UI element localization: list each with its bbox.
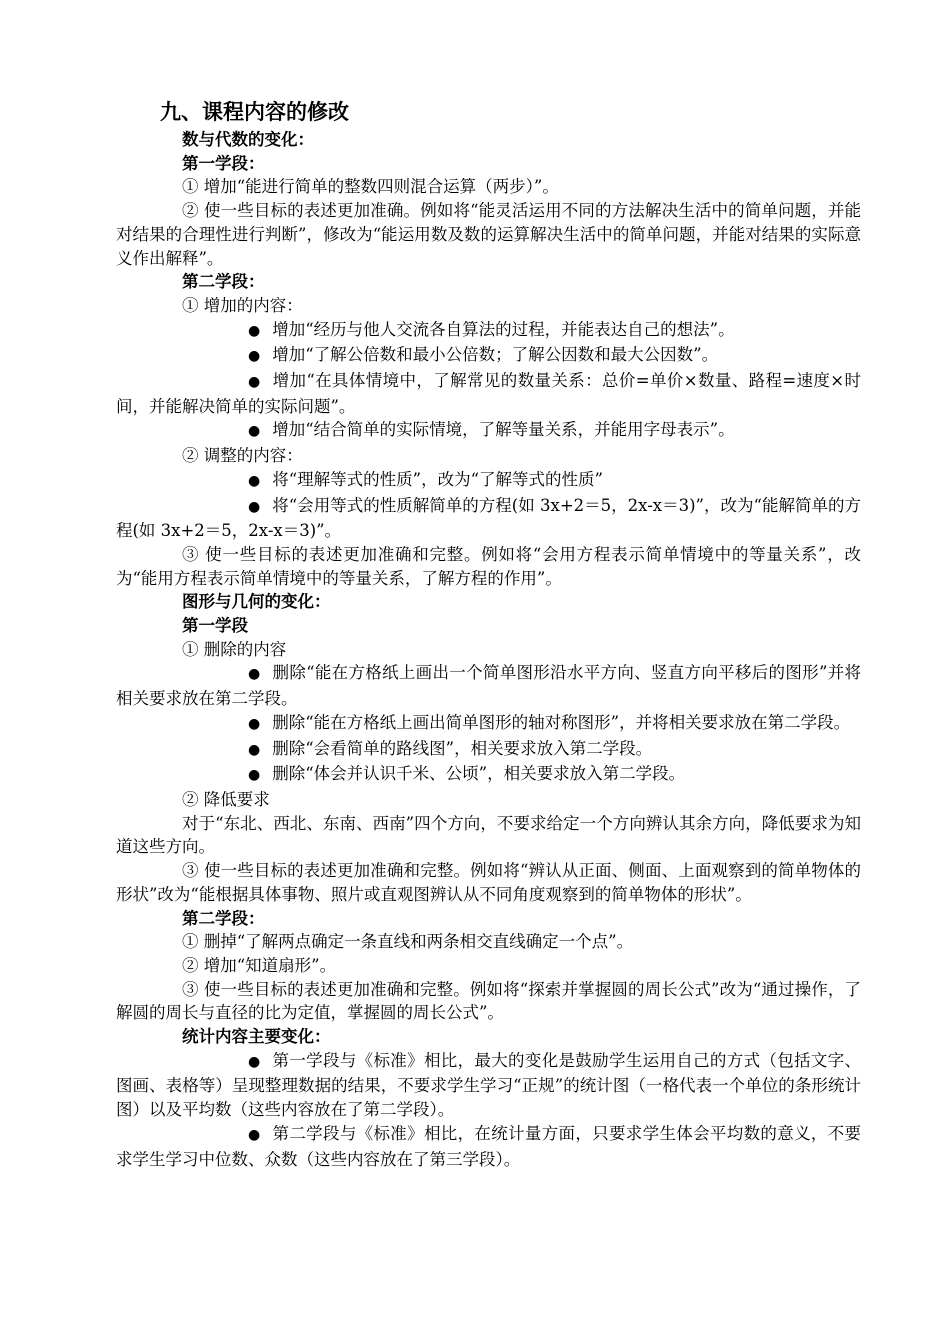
bullet-item: ● 删除“能在方格纸上画出简单图形的轴对称图形”，并将相关要求放在第二学段。: [116, 711, 861, 737]
paragraph: ② 增加“知道扇形”。: [182, 955, 337, 975]
bullet-icon: ●: [248, 1126, 261, 1143]
paragraph: ③ 使一些目标的表述更加准确和完整。例如将“辨认从正面、侧面、上面观察到的简单物体的形状”改为“能根据具体事物、照片或直观图辨认从不同角度观察到的简单物体的形状”。: [116, 861, 861, 904]
paragraph: ③ 使一些目标的表述更加准确和完整。例如将“会用方程表示简单情境中的等量关系”，改为“能用方程表示简单情境中的等量关系，了解方程的作用”。: [116, 544, 861, 588]
bullet-item: ● 增加“了解公倍数和最小公倍数；了解公因数和最大公因数”。: [116, 343, 861, 369]
geometry-stage1-title: 第一学段: [182, 616, 248, 636]
bullet-item: ● 第二学段与《标准》相比，在统计量方面，只要求学生体会平均数的意义，不要求学生学习中位数、众数（这些内容放在了第三学段）。: [116, 1123, 861, 1169]
bullet-item: ● 删除“体会并认识千米、公顷”，相关要求放入第二学段。: [116, 762, 861, 788]
bullet-item: ● 增加“结合简单的实际情境，了解等量关系，并能用字母表示”。: [116, 418, 861, 444]
paragraph: ① 删掉“了解两点确定一条直线和两条相交直线确定一个点”。: [182, 932, 634, 952]
bullet-item: ● 删除“能在方格纸上画出一个简单图形沿水平方向、竖直方向平移后的图形”并将相关要求放在第二学段。: [116, 663, 861, 709]
numbers-stage1-title: 第一学段：: [182, 153, 265, 173]
bullet-icon: ●: [248, 666, 261, 683]
bullet-icon: ●: [248, 498, 261, 515]
bullet-item: ● 删除“会看简单的路线图”，相关要求放入第二学段。: [116, 737, 861, 763]
paragraph: ① 增加“能进行简单的整数四则混合运算（两步）”。: [182, 177, 559, 197]
geometry-stage2-title: 第二学段：: [182, 908, 265, 928]
geometry-section-title: 图形与几何的变化：: [182, 592, 331, 612]
bullet-icon: ●: [248, 767, 261, 784]
numbers-stage2-title: 第二学段：: [182, 272, 265, 292]
subheading: ② 调整的内容：: [182, 446, 303, 466]
bullet-item: ● 第一学段与《标准》相比，最大的变化是鼓励学生运用自己的方式（包括文字、图画、表格等）呈现整理数据的结果，不要求学生学习“正规”的统计图（一格代表一个单位的条形统计图）以及平均数（这些内容放在了第二学段）。: [116, 1050, 861, 1120]
section-heading: 九、课程内容的修改: [160, 99, 349, 124]
subheading: ① 删除的内容: [182, 639, 287, 659]
bullet-item: ● 将“理解等式的性质”，改为“了解等式的性质”: [116, 468, 861, 494]
bullet-icon: ●: [248, 715, 261, 732]
bullet-icon: ●: [248, 374, 261, 391]
statistics-section-title: 统计内容主要变化：: [182, 1027, 331, 1047]
bullet-icon: ●: [248, 322, 261, 339]
bullet-item: ● 增加“经历与他人交流各自算法的过程，并能表达自己的想法”。: [116, 318, 861, 344]
bullet-item: ● 将“会用等式的性质解简单的方程(如 3x+2＝5，2x-x＝3)”，改为“能解简单的方程(如 3x+2＝5，2x-x＝3)”。: [116, 495, 861, 541]
bullet-icon: ●: [248, 423, 261, 440]
bullet-icon: ●: [248, 472, 261, 489]
bullet-icon: ●: [248, 1053, 261, 1070]
subheading: ① 增加的内容：: [182, 295, 303, 315]
paragraph: 对于“东北、西北、东南、西南”四个方向，不要求给定一个方向辨认其余方向，降低要求为知道这些方向。: [116, 813, 861, 857]
numbers-section-title: 数与代数的变化：: [182, 130, 314, 149]
document-body: [116, 128, 861, 1171]
paragraph: ③ 使一些目标的表述更加准确和完整。例如将“探索并掌握圆的周长公式”改为“通过操作，了解圆的周长与直径的比为定值，掌握圆的周长公式”。: [116, 979, 861, 1023]
paragraph: ② 使一些目标的表述更加准确。例如将“能灵活运用不同的方法解决生活中的简单问题，并能对结果的合理性进行判断”，修改为“能运用数及数的运算解决生活中的简单问题，并能对结果的实际意义作出解释”。: [116, 201, 861, 268]
bullet-item: ● 增加“在具体情境中，了解常见的数量关系：总价=单价×数量、路程=速度×时间，并能解决简单的实际问题”。: [116, 371, 861, 416]
bullet-icon: ●: [248, 741, 261, 758]
bullet-icon: ●: [248, 348, 261, 365]
subheading: ② 降低要求: [182, 789, 270, 809]
